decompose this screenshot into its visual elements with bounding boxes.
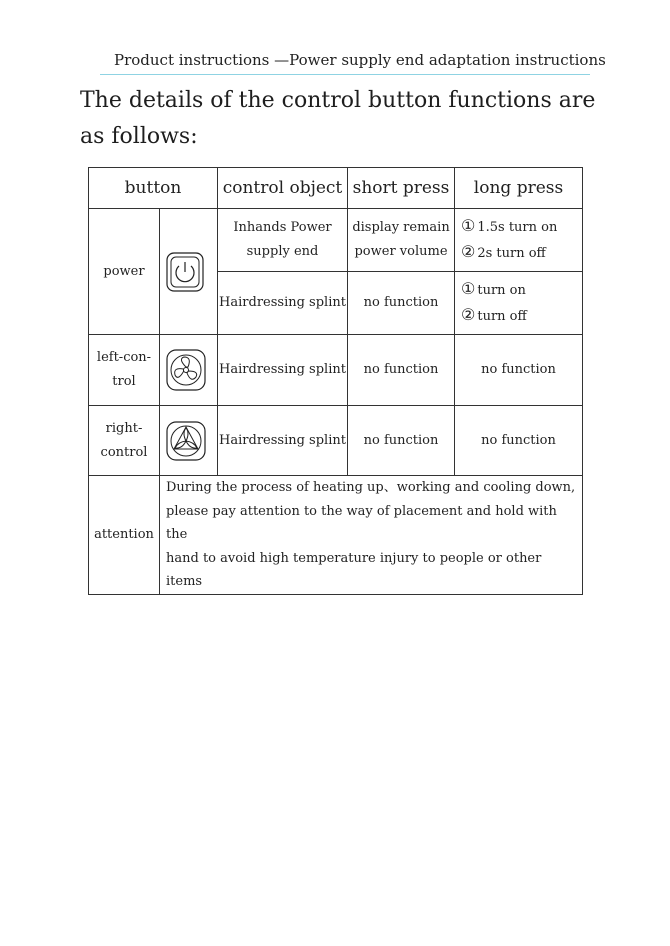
splint-object-cell: Hairdressing splint [218,272,348,335]
left-object-cell: Hairdressing splint [218,335,348,406]
right-label-line2: control [100,444,148,460]
header-control-object: control object [218,168,348,209]
power-object-line1: Inhands Power [233,220,332,235]
table-row [89,476,583,595]
left-control-label [89,335,160,406]
intro-text: The details of the control button functions are as follows: [80,88,596,149]
fan-icon [166,349,206,391]
step-marker: ① [461,216,476,235]
power-object-line2: supply end [246,244,319,259]
attention-line2: please pay attention to the way of placement and hold with the [166,503,557,542]
control-table [88,167,583,595]
step-marker: ② [461,305,476,324]
right-long-cell: no function [455,406,583,476]
power-short-line1: display remain [352,220,450,235]
splint-short-cell: no function [348,272,455,335]
right-icon-cell [160,406,218,476]
power-icon [166,252,204,292]
page-header [100,46,606,75]
table-header-row [89,168,583,209]
right-label-line1: right- [105,420,143,436]
attention-line1: During the process of heating up、working and cooling down, [166,480,576,495]
header-title: Product instructions —Power supply end adaptation instructions [114,51,606,69]
power-short-line2: power volume [354,244,448,259]
right-short-cell: no function [348,406,455,476]
left-short-cell: no function [348,335,455,406]
left-label-line1: left-con- [96,350,152,365]
header-long-press: long press [455,168,583,209]
power-long-cell [455,209,583,272]
left-long-cell: no function [455,335,583,406]
attention-label: attention [89,476,160,595]
right-object-cell: Hairdressing splint [218,406,348,476]
left-icon-cell [160,335,218,406]
triangle-fan-icon [166,421,206,461]
step-marker: ① [461,279,476,298]
splint-long-item: turn off [477,309,527,324]
header-button: button [89,168,218,209]
power-icon-cell [160,209,218,335]
table-row [89,406,583,476]
table-row [89,209,583,272]
attention-text [160,476,583,595]
right-control-label [89,406,160,476]
power-object-cell [218,209,348,272]
power-long-item: 2s turn off [477,246,546,261]
power-long-item: 1.5s turn on [477,220,558,235]
power-short-cell [348,209,455,272]
power-label: power [89,209,160,335]
splint-long-cell [455,272,583,335]
step-marker: ② [461,242,476,261]
left-label-line2: trol [112,374,136,389]
attention-line3: hand to avoid high temperature injury to people or other items [166,550,542,589]
splint-long-item: turn on [477,283,526,298]
header-short-press: short press [348,168,455,209]
table-row [89,335,583,406]
